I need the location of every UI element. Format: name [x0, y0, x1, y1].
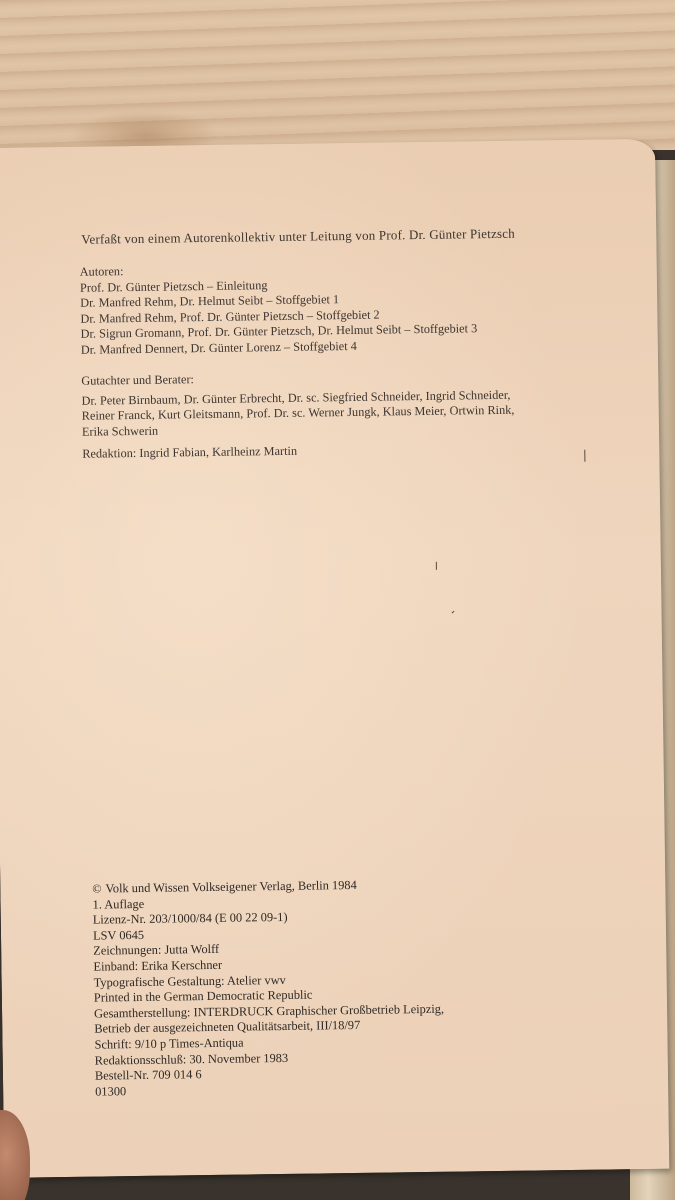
author-line: Dr. Manfred Rehm, Prof. Dr. Günter Pietzsch – Stoffgebiet 2	[80, 307, 380, 326]
author-line: Prof. Dr. Günter Pietzsch – Einleitung	[79, 277, 268, 295]
reviewers-section	[81, 368, 515, 440]
imprint-line: Lizenz-Nr. 203/1000/84 (E 00 22 09-1)	[92, 910, 288, 927]
authors-section	[80, 259, 478, 358]
reviewer-line: Dr. Peter Birnbaum, Dr. Günter Erbrecht, Dr. sc. Siegfried Schneider, Ingrid Schneider,	[81, 387, 511, 408]
imprint-line: Betrieb der ausgezeichneten Qualitätsarbeit, III/18/97	[94, 1018, 361, 1036]
book-page	[0, 139, 669, 1178]
imprint-section	[92, 877, 445, 1100]
imprint-line: Redaktionsschluß: 30. November 1983	[94, 1050, 289, 1068]
imprint-line: 1. Auflage	[92, 896, 145, 912]
reviewer-line: Reiner Franck, Kurt Gleitsmann, Prof. Dr. sc. Werner Jungk, Klaus Meier, Ortwin Rink,	[81, 402, 515, 423]
imprint-line: 01300	[95, 1083, 127, 1099]
author-collective-note: Verfaßt von einem Autorenkollektiv unter Leitung von Prof. Dr. Günter Pietzsch	[81, 225, 516, 247]
imprint-line: Schrift: 9/10 p Times-Antiqua	[94, 1035, 244, 1052]
imprint-line: LSV 0645	[92, 927, 145, 943]
imprint-publisher: Volk und Wissen Volkseigener Verlag, Berlin 1984	[105, 877, 357, 896]
paper-speck	[452, 611, 455, 614]
author-line: Dr. Manfred Rehm, Dr. Helmut Seibt – Stoffgebiet 1	[80, 292, 340, 310]
imprint-line: Typografische Gestaltung: Atelier vwv	[93, 972, 286, 990]
editors-line: Redaktion: Ingrid Fabian, Karlheinz Martin	[82, 443, 298, 461]
authors-heading: Autoren:	[79, 264, 124, 279]
imprint-line: Bestell-Nr. 709 014 6	[94, 1067, 202, 1083]
paper-speck	[584, 450, 585, 462]
imprint-line: Zeichnungen: Jutta Wolff	[93, 942, 220, 959]
imprint-line: Einband: Erika Kerschner	[93, 957, 223, 974]
imprint-line: Gesamtherstellung: INTERDRUCK Graphischer Großbetrieb Leipzig,	[93, 1001, 445, 1021]
author-line: Dr. Manfred Dennert, Dr. Günter Lorenz – Stoffgebiet 4	[80, 338, 357, 357]
imprint-line: Printed in the German Democratic Republic	[93, 987, 313, 1005]
copyright-symbol: ©	[92, 881, 102, 896]
author-line: Dr. Sigrun Gromann, Prof. Dr. Günter Pietzsch, Dr. Helmut Seibt – Stoffgebiet 3	[80, 321, 478, 341]
reviewer-line: Erika Schwerin	[81, 423, 159, 439]
paper-speck	[436, 562, 437, 570]
reviewers-heading: Gutachter und Berater:	[81, 372, 195, 388]
